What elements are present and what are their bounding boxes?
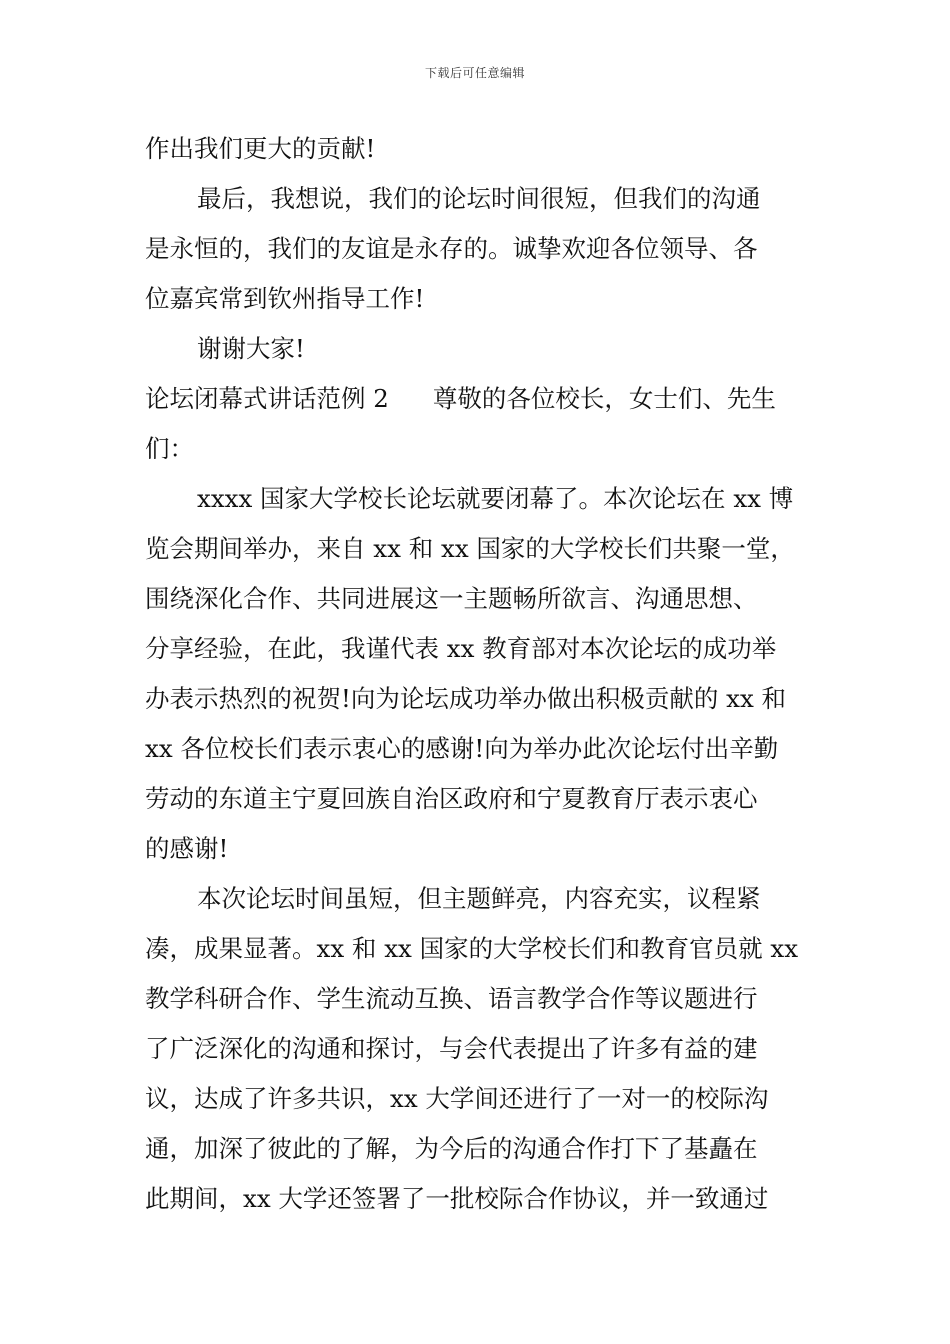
page-header: 下载后可任意编辑: [424, 66, 525, 80]
paragraph-line: 览会期间举办，来自 xx 和 xx 国家的大学校长们共聚一堂，: [145, 534, 795, 563]
paragraph-line: 办表示热烈的祝贺!向为论坛成功举办做出积极贡献的 xx 和: [145, 684, 787, 713]
paragraph-line: 分享经验，在此，我谨代表 xx 教育部对本次论坛的成功举: [145, 634, 777, 663]
paragraph-line: xx 各位校长们表示衷心的感谢!向为举办此次论坛付出辛勤: [145, 734, 779, 763]
paragraph-line: 了广泛深化的沟通和探讨，与会代表提出了许多有益的建: [145, 1034, 758, 1063]
paragraph-line: 凑，成果显著。xx 和 xx 国家的大学校长们和教育官员就 xx: [145, 934, 799, 963]
paragraph-line: 教学科研合作、学生流动互换、语言教学合作等议题进行: [145, 984, 758, 1013]
paragraph-line: 通，加深了彼此的了解，为今后的沟通合作打下了基矗在: [145, 1134, 758, 1163]
paragraph-line: 作出我们更大的贡献!: [145, 134, 376, 163]
paragraph-line: 位嘉宾常到钦州指导工作!: [145, 284, 425, 313]
paragraph-line: xxxx 国家大学校长论坛就要闭幕了。本次论坛在 xx 博: [197, 484, 794, 513]
salutation: 尊敬的各位校长，女士们、先生: [432, 384, 776, 413]
paragraph-line: 围绕深化合作、共同进展这一主题畅所欲言、沟通思想、: [145, 584, 758, 613]
paragraph-line: 是永恒的，我们的友谊是永存的。诚挚欢迎各位领导、各: [145, 234, 758, 263]
paragraph-line: 此期间，xx 大学还签署了一批校际合作协议，并一致通过: [145, 1184, 769, 1213]
paragraph-line: 议，达成了许多共识，xx 大学间还进行了一对一的校际沟: [145, 1084, 769, 1113]
section-title: 论坛闭幕式讲话范例 2: [145, 384, 389, 413]
paragraph-line: 本次论坛时间虽短，但主题鲜亮，内容充实，议程紧: [197, 884, 761, 913]
section-title-line: [145, 374, 810, 424]
document-body: [145, 124, 810, 1224]
paragraph-line: 最后，我想说，我们的论坛时间很短，但我们的沟通: [197, 184, 761, 213]
paragraph-line: 的感谢!: [145, 834, 229, 863]
paragraph-line: 劳动的东道主宁夏回族自治区政府和宁夏教育厅表示衷心: [145, 784, 758, 813]
paragraph-line: 们：: [145, 434, 194, 463]
paragraph-line: 谢谢大家!: [197, 334, 305, 363]
